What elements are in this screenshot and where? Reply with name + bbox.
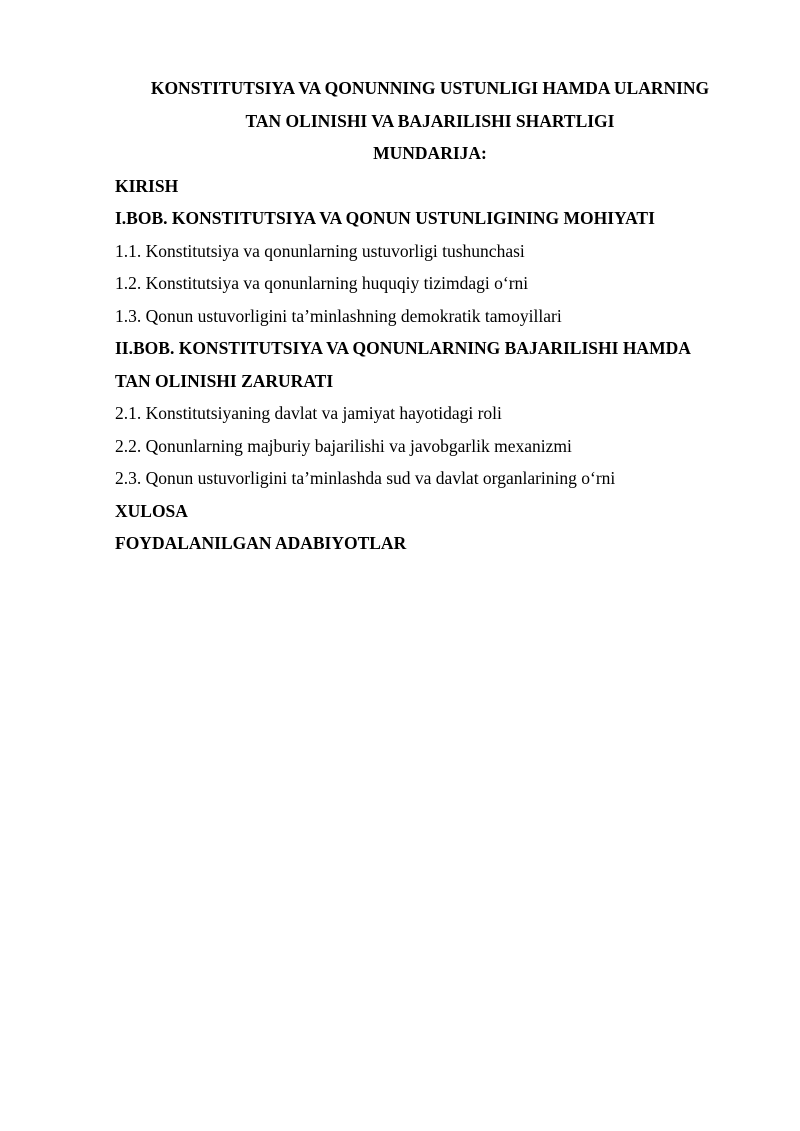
toc-chapter-2-line-2: TAN OLINISHI ZARURATI	[115, 370, 334, 391]
table-of-contents	[115, 170, 745, 560]
toc-section-2-2: 2.2. Qonunlarning majburiy bajarilishi va javobgarlik mexanizmi	[115, 435, 572, 456]
title-line-2: TAN OLINISHI VA BAJARILISHI SHARTLIGI	[245, 110, 615, 131]
contents-heading: MUNDARIJA:	[373, 143, 487, 163]
toc-references: FOYDALANILGAN ADABIYOTLAR	[115, 533, 407, 553]
toc-section-1-2: 1.2. Konstitutsiya va qonunlarning huquqiy tizimdagi o‘rni	[115, 273, 529, 293]
toc-chapter-1: I.BOB. KONSTITUTSIYA VA QONUN USTUNLIGINING MOHIYATI	[115, 208, 655, 228]
toc-conclusion: XULOSA	[115, 500, 188, 521]
toc-chapter-2-line-1: II.BOB. KONSTITUTSIYA VA QONUNLARNING BAJARILISHI HAMDA	[115, 338, 691, 358]
document-title	[115, 72, 745, 137]
toc-section-2-1: 2.1. Konstitutsiyaning davlat va jamiyat hayotidagi roli	[115, 403, 502, 423]
toc-section-1-3: 1.3. Qonun ustuvorligini ta’minlashning demokratik tamoyillari	[115, 305, 562, 326]
toc-section-1-1: 1.1. Konstitutsiya va qonunlarning ustuvorligi tushunchasi	[115, 240, 525, 261]
toc-section-2-3: 2.3. Qonun ustuvorligini ta’minlashda sud va davlat organlarining o‘rni	[115, 468, 616, 488]
title-line-1: KONSTITUTSIYA VA QONUNNING USTUNLIGI HAMDA ULARNING	[150, 78, 710, 98]
toc-intro: KIRISH	[115, 175, 179, 196]
document-content	[115, 72, 745, 560]
